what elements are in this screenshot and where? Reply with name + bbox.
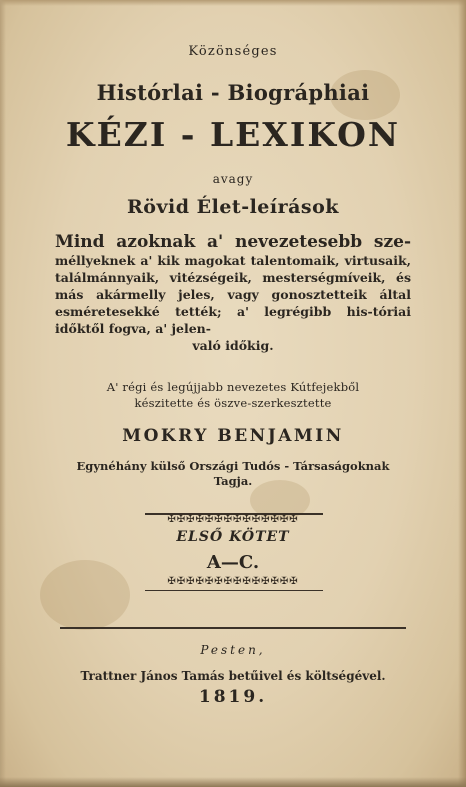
author-membership-1: Egynéhány külső Országi Tudós - Társaságoknak [76, 459, 390, 473]
description-first-line: Mind azoknak a' nevezetesebb sze- [55, 232, 411, 252]
author-membership-2: Tagja. [213, 474, 253, 488]
imprint-rule [60, 627, 406, 629]
author-intro-1: A' régi és legújjabb nevezetes Kútfejekből [106, 380, 360, 394]
imprint-place: Pesten, [200, 643, 266, 657]
volume-label: ELSŐ KÖTET [176, 529, 290, 545]
title-line-1: Közönséges [188, 44, 278, 59]
ornament-upper: ✠✠✠✠✠✠✠✠✠✠✠✠✠✠ [167, 514, 299, 525]
description-body: méllyeknek a' kik magokat talentomaik, virtusaik, találmánnyaik, vitézségeik, mesterségmíveik, és más akármelly jeles, vagy gonosztetteik által esméretesekké tették; a' legrégibb his-tóriai időktől fogva, a' jelen- [55, 253, 411, 336]
imprint-year: 1819. [198, 687, 268, 707]
author-intro-2: készitette és öszve-szerkesztette [134, 396, 332, 410]
description-last-line: való időkig. [192, 338, 274, 353]
page-edge-top [0, 0, 466, 6]
volume-range: A—C. [206, 552, 260, 573]
imprint-publisher: Trattner János Tamás betűivel és költségével. [80, 669, 386, 683]
subtitle: Rövid Élet-leírások [127, 196, 339, 218]
ornament-lower: ✠✠✠✠✠✠✠✠✠✠✠✠✠✠ [167, 576, 299, 587]
description-paragraph [55, 232, 411, 354]
title-line-2: Histórlai - Biográphiai [96, 80, 370, 105]
divider-rule [145, 590, 323, 591]
main-title: KÉZI - LEXIKON [65, 115, 401, 154]
author-name: MOKRY BENJAMIN [122, 426, 344, 446]
title-connector: avagy [212, 172, 254, 186]
page-edge-bottom [0, 777, 466, 787]
